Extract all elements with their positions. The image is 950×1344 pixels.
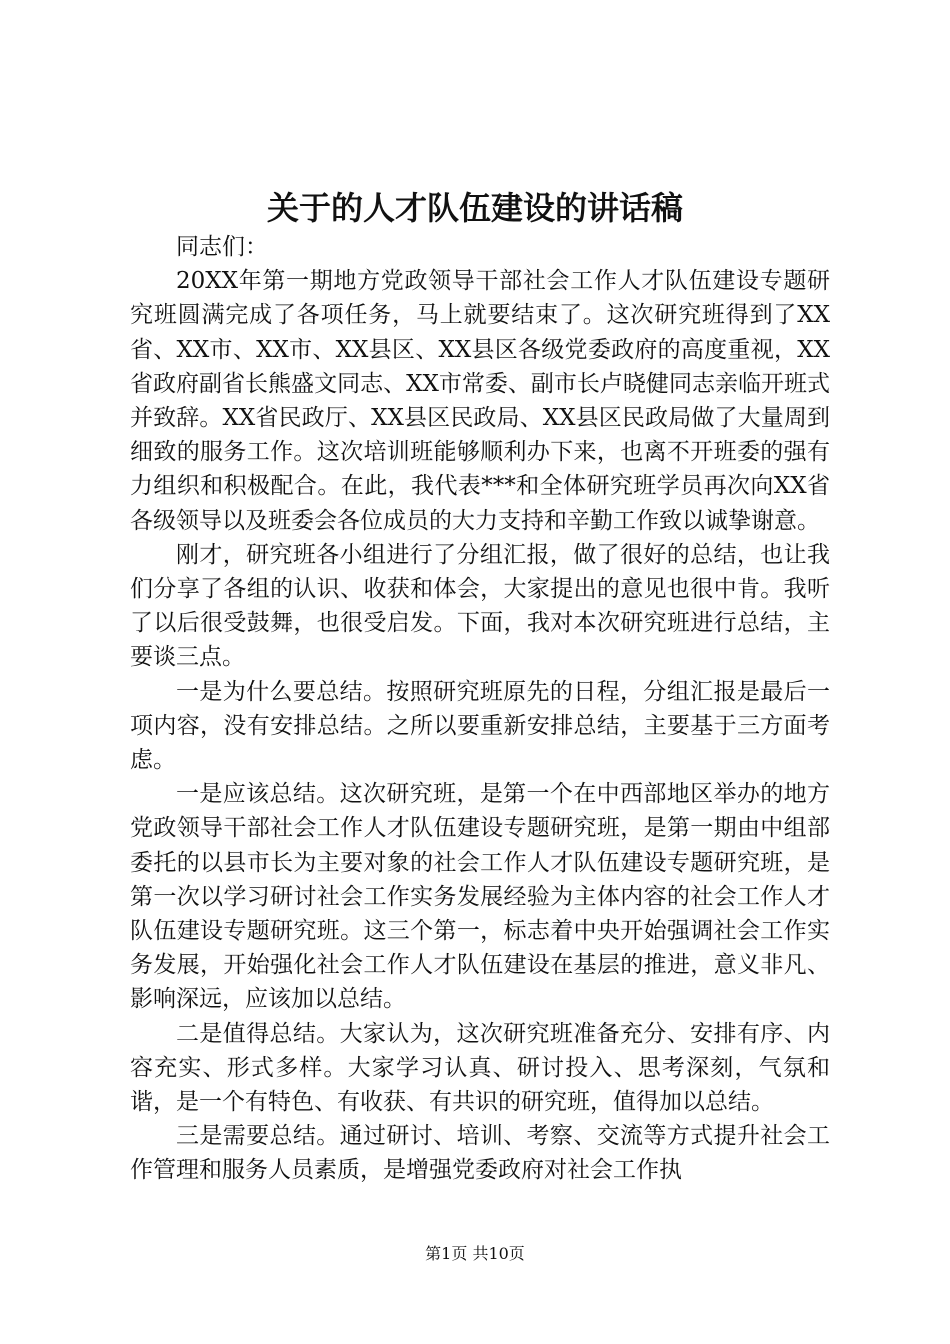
paragraph-4: 一是应该总结。这次研究班，是第一个在中西部地区举办的地方党政领导干部社会工作人才队伍建设专题研究班，是第一期由中组部委托的以县市长为主要对象的社会工作人才队伍建设专题研究班，是第一次以学习研讨社会工作实务发展经验为主体内容的社会工作人才队伍建设专题研究班。这三个第一，标志着中央开始强调社会工作实务发展，开始强化社会工作人才队伍建设在基层的推进，意义非凡、影响深远，应该加以总结。 <box>130 781 830 1013</box>
page-number-footer: 第1页 共10页 <box>425 1244 525 1263</box>
document-title: 关于的人才队伍建设的讲话稿 <box>266 189 683 227</box>
document-body <box>130 230 830 1188</box>
paragraph-1: 20XX年第一期地方党政领导干部社会工作人才队伍建设专题研究班圆满完成了各项任务，马上就要结束了。这次研究班得到了XX省、XX市、XX市、XX县区、XX县区各级党委政府的高度重视，XX省政府副省长熊盛文同志、XX市常委、副市长卢晓健同志亲临开班式并致辞。XX省民政厅、XX县区民政局、XX县区民政局做了大量周到细致的服务工作。这次培训班能够顺利办下来，也离不开班委的强有力组织和积极配合。在此，我代表***和全体研究班学员再次向XX省各级领导以及班委会各位成员的大力支持和辛勤工作致以诚挚谢意。 <box>130 268 830 534</box>
paragraph-3: 一是为什么要总结。按照研究班原先的日程，分组汇报是最后一项内容，没有安排总结。之所以要重新安排总结，主要基于三方面考虑。 <box>130 678 830 774</box>
paragraph-2: 刚才，研究班各小组进行了分组汇报，做了很好的总结，也让我们分享了各组的认识、收获和体会，大家提出的意见也很中肯。我听了以后很受鼓舞，也很受启发。下面，我对本次研究班进行总结，主要谈三点。 <box>130 541 830 671</box>
salutation: 同志们： <box>176 234 268 260</box>
paragraph-5: 二是值得总结。大家认为，这次研究班准备充分、安排有序、内容充实、形式多样。大家学习认真、研讨投入、思考深刻，气氛和谐，是一个有特色、有收获、有共识的研究班，值得加以总结。 <box>130 1020 830 1116</box>
paragraph-6: 三是需要总结。通过研讨、培训、考察、交流等方式提升社会工作管理和服务人员素质，是增强党委政府对社会工作执 <box>130 1123 830 1184</box>
